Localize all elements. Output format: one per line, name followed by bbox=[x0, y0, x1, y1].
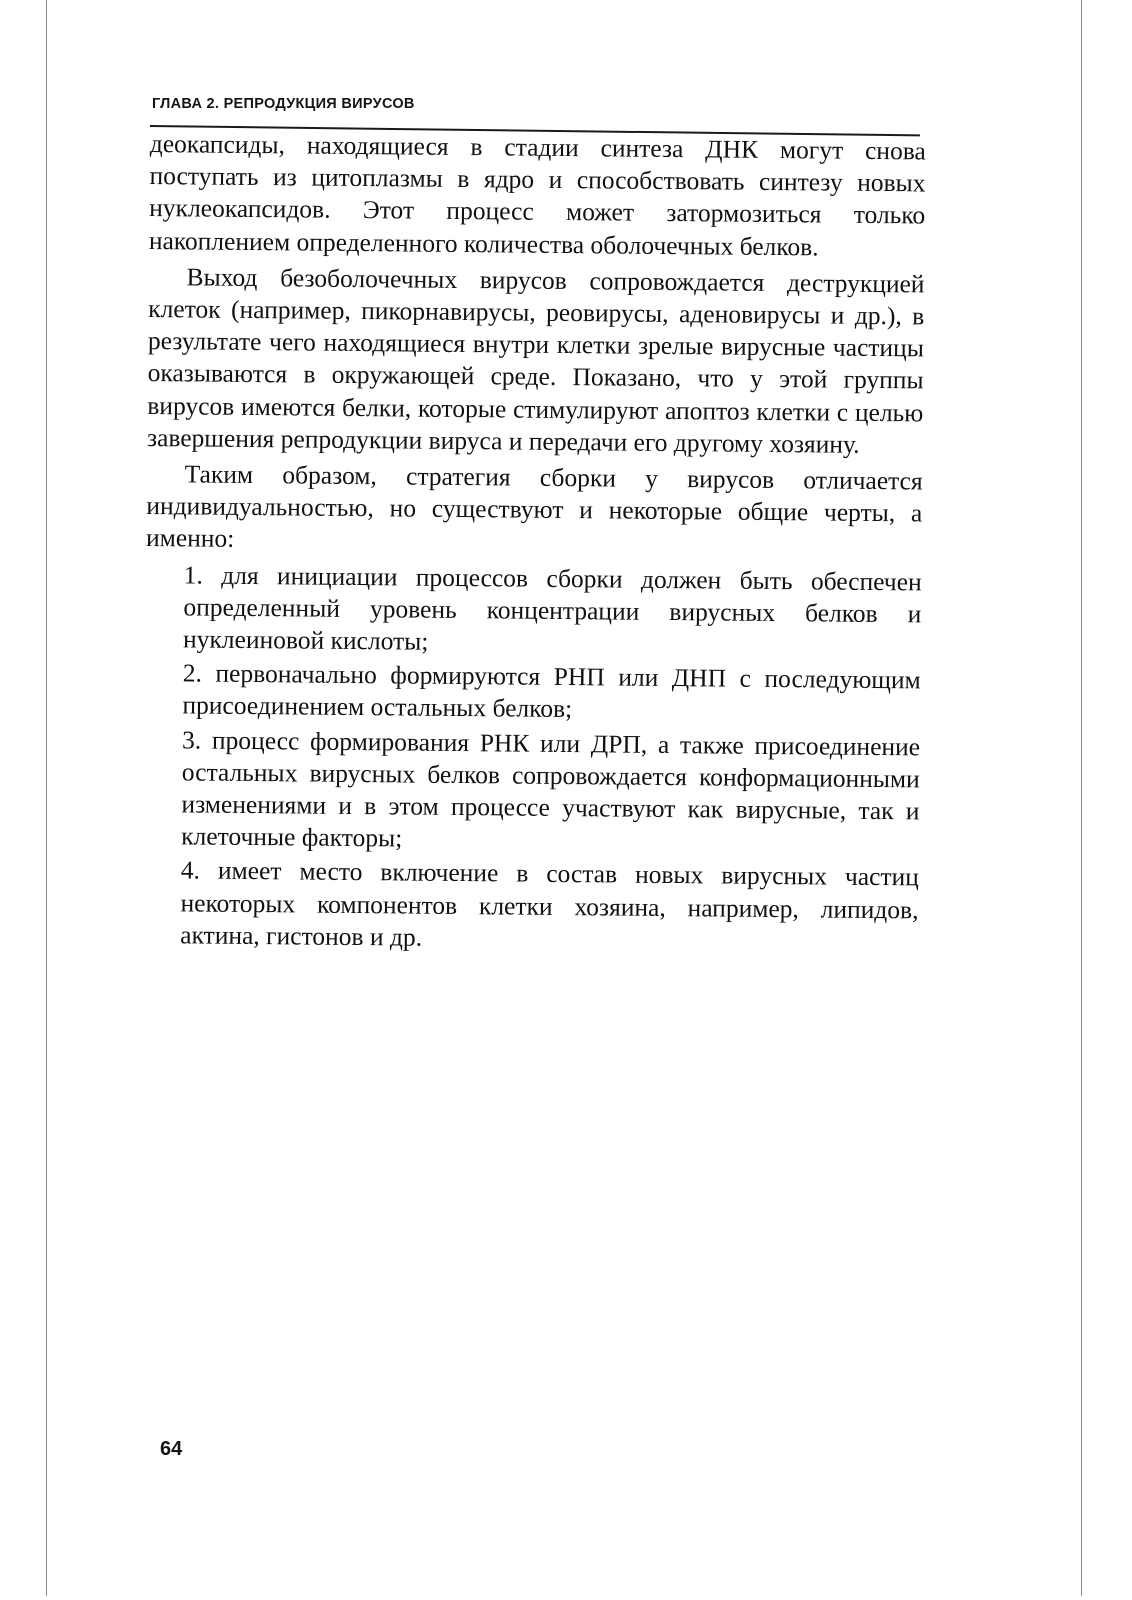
list-item: 2. первоначально формируются РНП или ДНП с последующим присоединением остальных белков; bbox=[182, 658, 921, 724]
list-item: 4. имеет место включение в состав новых вирусных частиц некоторых компонентов клетки хозяина, например, липидов, актина, гистонов и др. bbox=[180, 855, 919, 952]
running-head: ГЛАВА 2. РЕПРОДУКЦИЯ ВИРУСОВ bbox=[152, 96, 415, 112]
list-item: 3. процесс формирования РНК или ДРП, а также присоединение остальных вирусных белков сопровождается конформационными изменениями и в этом процессе участвуют как вирусные, так и клеточные факторы; bbox=[181, 724, 921, 853]
body-text bbox=[142, 128, 926, 960]
page-number: 64 bbox=[160, 1438, 183, 1460]
paragraph-continuation: деокапсиды, находящиеся в стадии синтеза ДНК могут снова поступать из цитоплазмы в ядро и способствовать синтезу новых нуклеокапсидов. Этот процесс может затормозиться только накоплением определенного количества оболочечных белков. bbox=[148, 128, 926, 262]
list-item: 1. для инициации процессов сборки должен быть обеспечен определенный уровень концентрации вирусных белков и нуклеиновой кислоты; bbox=[182, 559, 922, 656]
common-features-list bbox=[142, 559, 922, 959]
paragraph-assembly-strategy: Таким образом, стратегия сборки у вирусов отличается индивидуальностью, но существуют и некоторые общие черты, а именно: bbox=[145, 459, 923, 554]
paragraph-virus-exit: Выход безоболочечных вирусов сопровождается деструкцией клеток (например, пикорнавирусы, реовирусы, аденовирусы и др.), в результате чего находящиеся внутри клетки зрелые вирусные частицы оказываются в окружающей среде. Показано, что у этой группы вирусов имеются белки, которые стимулируют апоптоз клетки с целью завершения репродукции вируса и передачи его другому хозяину. bbox=[146, 262, 925, 459]
